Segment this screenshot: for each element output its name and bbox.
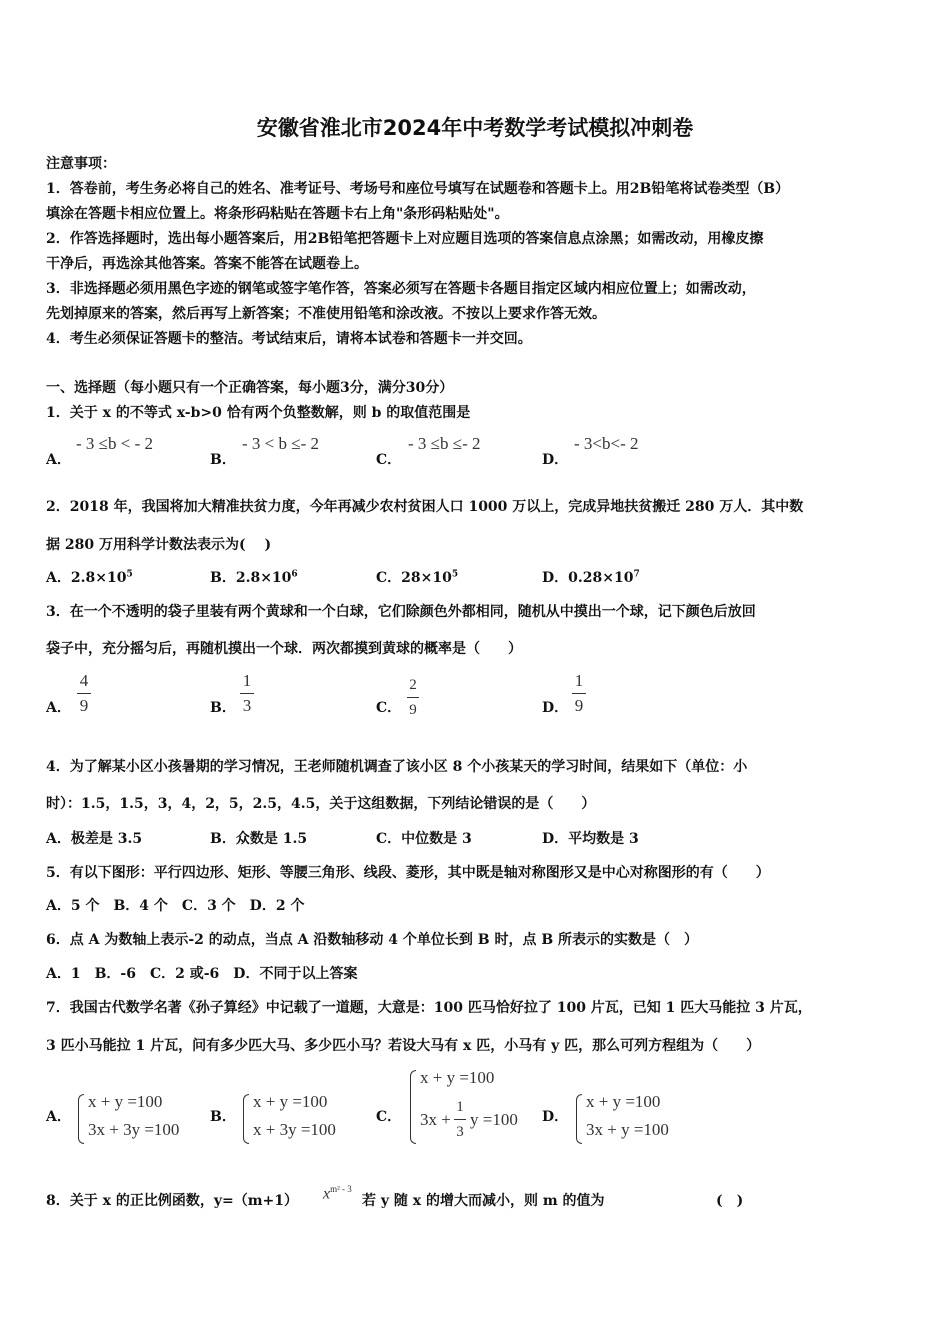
q1-stem: 1．关于 x 的不等式 x-b>0 恰有两个负整数解，则 b 的取值范围是 <box>46 405 471 421</box>
q7-label-b: B． <box>210 1109 236 1125</box>
q7-label-a: A． <box>46 1109 71 1125</box>
exam-page: 安徽省淮北市2024年中考数学考试模拟冲刺卷 注意事项： 1．答卷前，考生务必将自己的姓名、准考证号、考场号和座位号填写在试题卷和答题卡上。用2B铅笔将试卷类型（B） 填涂在答题卡相应位置上。将条形码粘贴在答题卡右上角"条形码粘贴处"。 2．作答选择题时，选出每小题答案后，用2B铅笔把答题卡上对应题目选项的答案信息点涂黑；如需改动，用橡皮擦 干净后，再选涂其他答案。答案不能答在试题卷上。 3．非选择题必须用黑色字迹的钢笔或签字笔作答，答案必须写在答题卡各题目指定区域内相应位置上；如需改动， 先划掉原来的答案，然后再写上新答案；不准使用铅笔和涂改液。不按以上要求作答无效。 4．考生必须保证答题卡的整洁。考试结束后，请将本试卷和答题卡一并交回。 一、选择题（每小题只有一个正确答案，每小题3分，满分30分） 1．关于 x 的不等式 x-b>0 恰有两个负整数解，则 b 的取值范围是 A． B． C． D． - 3 ≤b < - 2 - 3 < b ≤- 2 - 3 ≤b ≤- 2 - 3<b<- 2 2．2018 年，我国将加大精准扶贫力度，今年再减少农村贫困人口 1000 万以上，完成异地扶贫搬迁 280 万人．其中数 据 280 万用科学计数法表示为( ) A．$2.8\times 10^5$ B．$2.8\times 10^6$ C．$28\times 10^5$ D．$0.28\times 10^7$ 3．在一个不透明的袋子里装有两个黄球和一个白球，它们除颜色外都相同，随机从中摸出一个球，记下颜色后放回 袋子中，充分摇匀后，再随机摸出一个球．两次都摸到黄球的概率是（ ） A． B． C． D． 4 9 1 3 2 9 1 9 4．为了解某小区小孩暑期的学习情况，王老师随机调查了该小区 8 个小孩某天的学习时间，结果如下（单位：小 时）：1.5，1.5，3，4，2，5，2.5，4.5，关于这组数据，下列结论错误的是（ ） A．极差是 3.5 B．众数是 1.5 C．中位数是 3 D．平均数是 3 5．有以下图形：平行四边形、矩形、等腰三角形、线段、菱形，其中既是轴对称图形又是中心对称图形的有（ ） A．5 个 B．4 个 C．3 个 D．2 个 6．点 A 为数轴上表示-2 的动点，当点 A 沿数轴移动 4 个单位长到 B 时，点 B 所表示的实数是（ ） A．1 B．-6 C．2 或-6 D．不同于以上答案 7．我国古代数学名著《孙子算经》中记载了一道题，大意是：100 匹马恰好拉了 100 片瓦，已知 1 匹大马能拉 3 片瓦， 3 匹小马能拉 1 片瓦，问有多少匹大马、多少匹小马？若设大马有 x 匹，小马有 y 匹，那么可列方程组为（ ） A． B． C． D． x + y =100 3x + 3y =100 x + y =100 x + 3y =100 x + y =100 3x + 1 3 y =100 x + y =100 3x + y =100 8．关于 x 的正比例函数，y=（m+1） $x^{m^2 - 3}$ 若 y 随 x 的增大而减小，则 m 的值为 ( ) <box>0 0 950 1344</box>
q2-line-1: 2．2018 年，我国将加大精准扶贫力度，今年再减少农村贫困人口 1000 万以上，完成异地扶贫搬迁 280 万人．其中数 <box>46 499 804 515</box>
q3-label-b: B． <box>210 700 236 716</box>
q7-label-d: D． <box>542 1109 569 1125</box>
q1-label-a: A． <box>46 452 71 468</box>
notice-line-6: 先划掉原来的答案，然后再写上新答案；不准使用铅笔和涂改液。不按以上要求作答无效。 <box>46 306 606 322</box>
q2-option-a: A．$2.8\times 10^5$ <box>46 569 133 586</box>
q7-line-1: 7．我国古代数学名著《孙子算经》中记载了一道题，大意是：100 匹马恰好拉了 100 片瓦，已知 1 匹大马能拉 3 片瓦， <box>46 1000 812 1016</box>
q3-label-c: C． <box>376 700 402 716</box>
q1-label-d: D． <box>542 452 569 468</box>
notice-line-4: 干净后，再选涂其他答案。答案不能答在试题卷上。 <box>46 256 368 272</box>
q4-option-a: A．极差是 3.5 <box>46 831 143 847</box>
q3-label-a: A． <box>46 700 71 716</box>
q3-fraction-c: 2 9 <box>407 676 419 719</box>
q8-tail: 若 y 随 x 的增大而减小，则 m 的值为 <box>362 1193 605 1209</box>
notice-line-3: 2．作答选择题时，选出每小题答案后，用2B铅笔把答题卡上对应题目选项的答案信息点涂黑；如需改动，用橡皮擦 <box>46 231 764 247</box>
q2-option-c: C．$28\times 10^5$ <box>376 569 459 586</box>
notice-line-1: 1．答卷前，考生务必将自己的姓名、准考证号、考场号和座位号填写在试题卷和答题卡上。用2B铅笔将试卷类型（B） <box>46 181 790 197</box>
q2-option-d: D．$0.28\times 10^7$ <box>542 569 640 586</box>
q1-label-c: C． <box>376 452 402 468</box>
q3-line-1: 3．在一个不透明的袋子里装有两个黄球和一个白球，它们除颜色外都相同，随机从中摸出一个球，记下颜色后放回 <box>46 604 756 620</box>
q6-options: A．1 B．-6 C．2 或-6 D．不同于以上答案 <box>46 966 358 982</box>
q6-stem: 6．点 A 为数轴上表示-2 的动点，当点 A 沿数轴移动 4 个单位长到 B 时，点 B 所表示的实数是（ ） <box>46 932 699 948</box>
q3-label-d: D． <box>542 700 569 716</box>
q1-label-b: B． <box>210 452 236 468</box>
q3-line-2: 袋子中，充分摇匀后，再随机摸出一个球．两次都摸到黄球的概率是（ ） <box>46 641 522 657</box>
page-title: 安徽省淮北市2024年中考数学考试模拟冲刺卷 <box>256 116 694 140</box>
notice-line-2: 填涂在答题卡相应位置上。将条形码粘贴在答题卡右上角"条形码粘贴处"。 <box>46 206 509 222</box>
q4-line-2: 时）：1.5，1.5，3，4，2，5，2.5，4.5，关于这组数据，下列结论错误的是（ ） <box>46 796 596 812</box>
q7-line-2: 3 匹小马能拉 1 片瓦，问有多少匹大马、多少匹小马？若设大马有 x 匹，小马有 y 匹，那么可列方程组为（ ） <box>46 1038 761 1054</box>
notice-heading: 注意事项： <box>46 156 116 172</box>
q4-option-b: B．众数是 1.5 <box>210 831 308 847</box>
q4-option-c: C．中位数是 3 <box>376 831 472 847</box>
q3-fraction-d: 1 9 <box>572 672 586 715</box>
q8-power: $x^{m^2 - 3}$ <box>323 1184 352 1203</box>
q3-fraction-b: 1 3 <box>240 672 254 715</box>
q8-answer-parens: ( ) <box>716 1193 744 1209</box>
q1-option-d: - 3<b<- 2 <box>574 434 639 453</box>
q1-option-c: - 3 ≤b ≤- 2 <box>408 434 481 453</box>
section-heading: 一、选择题（每小题只有一个正确答案，每小题3分，满分30分） <box>46 380 454 396</box>
q5-options: A．5 个 B．4 个 C．3 个 D．2 个 <box>46 898 305 914</box>
q1-option-b: - 3 < b ≤- 2 <box>242 434 319 453</box>
notice-line-7: 4．考生必须保证答题卡的整洁。考试结束后，请将本试卷和答题卡一并交回。 <box>46 331 532 347</box>
q7-label-c: C． <box>376 1109 402 1125</box>
q8-stem: 8．关于 x 的正比例函数，y=（m+1） <box>46 1193 298 1209</box>
q2-line-2: 据 280 万用科学计数法表示为( ) <box>46 537 272 553</box>
q4-line-1: 4．为了解某小区小孩暑期的学习情况，王老师随机调查了该小区 8 个小孩某天的学习时间，结果如下（单位：小 <box>46 759 748 775</box>
q3-fraction-a: 4 9 <box>77 672 91 715</box>
q2-option-b: B．$2.8\times 10^6$ <box>210 569 298 586</box>
q1-option-a: - 3 ≤b < - 2 <box>76 434 153 453</box>
q5-stem: 5．有以下图形：平行四边形、矩形、等腰三角形、线段、菱形，其中既是轴对称图形又是中心对称图形的有（ ） <box>46 865 770 881</box>
q4-option-d: D．平均数是 3 <box>542 831 639 847</box>
notice-line-5: 3．非选择题必须用黑色字迹的钢笔或签字笔作答，答案必须写在答题卡各题目指定区域内相应位置上；如需改动， <box>46 281 756 297</box>
